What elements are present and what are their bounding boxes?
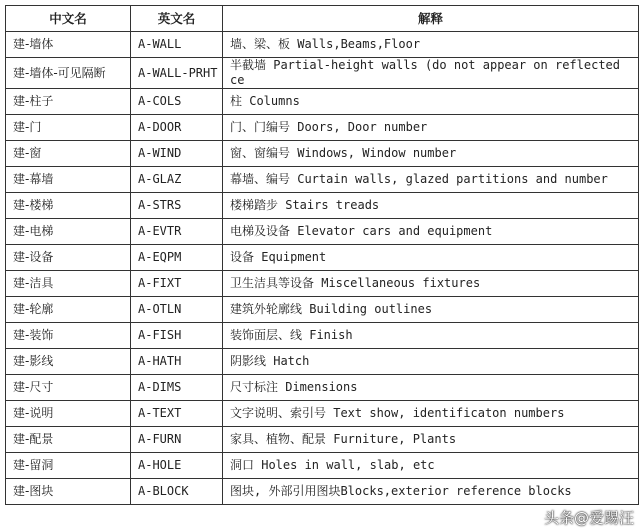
english-name-cell: A-DOOR	[131, 115, 223, 141]
english-name-cell: A-COLS	[131, 89, 223, 115]
table-row	[6, 219, 639, 245]
chinese-name-cell: 建-电梯	[6, 219, 131, 245]
english-name-cell: A-STRS	[131, 193, 223, 219]
chinese-name-cell: 建-说明	[6, 401, 131, 427]
english-name-cell: A-OTLN	[131, 297, 223, 323]
header-english-name: 英文名	[131, 6, 223, 32]
chinese-name-cell: 建-墙体-可见隔断	[6, 58, 131, 89]
header-row	[6, 6, 639, 32]
chinese-name-cell: 建-设备	[6, 245, 131, 271]
english-name-cell: A-GLAZ	[131, 167, 223, 193]
explanation-cell: 洞口 Holes in wall, slab, etc	[223, 453, 639, 479]
table-body	[6, 32, 639, 505]
table-row	[6, 271, 639, 297]
table-row	[6, 297, 639, 323]
table-row	[6, 89, 639, 115]
table-row	[6, 193, 639, 219]
english-name-cell: A-WIND	[131, 141, 223, 167]
english-name-cell: A-FIXT	[131, 271, 223, 297]
explanation-cell: 装饰面层、线 Finish	[223, 323, 639, 349]
explanation-cell: 文字说明、索引号 Text show, identificaton numbers	[223, 401, 639, 427]
explanation-cell: 半截墙 Partial-height walls (do not appear on reflected ce	[223, 58, 639, 89]
watermark: 头条@爱踢汪	[543, 509, 634, 527]
explanation-cell: 电梯及设备 Elevator cars and equipment	[223, 219, 639, 245]
header-explanation: 解释	[223, 6, 639, 32]
chinese-name-cell: 建-门	[6, 115, 131, 141]
explanation-cell: 尺寸标注 Dimensions	[223, 375, 639, 401]
explanation-cell: 柱 Columns	[223, 89, 639, 115]
chinese-name-cell: 建-装饰	[6, 323, 131, 349]
table-row	[6, 167, 639, 193]
chinese-name-cell: 建-洁具	[6, 271, 131, 297]
chinese-name-cell: 建-幕墙	[6, 167, 131, 193]
explanation-cell: 阴影线 Hatch	[223, 349, 639, 375]
explanation-cell: 卫生洁具等设备 Miscellaneous fixtures	[223, 271, 639, 297]
explanation-cell: 门、门编号 Doors, Door number	[223, 115, 639, 141]
english-name-cell: A-EQPM	[131, 245, 223, 271]
table-row	[6, 115, 639, 141]
explanation-cell: 幕墙、编号 Curtain walls, glazed partitions and number	[223, 167, 639, 193]
explanation-cell: 墙、梁、板 Walls,Beams,Floor	[223, 32, 639, 58]
chinese-name-cell: 建-墙体	[6, 32, 131, 58]
chinese-name-cell: 建-留洞	[6, 453, 131, 479]
english-name-cell: A-FURN	[131, 427, 223, 453]
table-row	[6, 427, 639, 453]
header-chinese-name: 中文名	[6, 6, 131, 32]
explanation-cell: 建筑外轮廓线 Building outlines	[223, 297, 639, 323]
explanation-cell: 家具、植物、配景 Furniture, Plants	[223, 427, 639, 453]
table-row	[6, 401, 639, 427]
english-name-cell: A-HOLE	[131, 453, 223, 479]
explanation-cell: 设备 Equipment	[223, 245, 639, 271]
english-name-cell: A-DIMS	[131, 375, 223, 401]
chinese-name-cell: 建-影线	[6, 349, 131, 375]
table-row	[6, 479, 639, 505]
chinese-name-cell: 建-楼梯	[6, 193, 131, 219]
explanation-cell: 窗、窗编号 Windows, Window number	[223, 141, 639, 167]
table-row	[6, 349, 639, 375]
explanation-cell: 图块, 外部引用图块Blocks,exterior reference blocks	[223, 479, 639, 505]
explanation-cell: 楼梯踏步 Stairs treads	[223, 193, 639, 219]
english-name-cell: A-TEXT	[131, 401, 223, 427]
table-row	[6, 245, 639, 271]
table-row	[6, 375, 639, 401]
chinese-name-cell: 建-尺寸	[6, 375, 131, 401]
english-name-cell: A-BLOCK	[131, 479, 223, 505]
table-row	[6, 58, 639, 89]
table-row	[6, 323, 639, 349]
chinese-name-cell: 建-配景	[6, 427, 131, 453]
chinese-name-cell: 建-图块	[6, 479, 131, 505]
table-row	[6, 32, 639, 58]
chinese-name-cell: 建-窗	[6, 141, 131, 167]
chinese-name-cell: 建-轮廓	[6, 297, 131, 323]
table-row	[6, 453, 639, 479]
english-name-cell: A-FISH	[131, 323, 223, 349]
english-name-cell: A-EVTR	[131, 219, 223, 245]
english-name-cell: A-HATH	[131, 349, 223, 375]
table-row	[6, 141, 639, 167]
layer-table	[5, 5, 639, 505]
chinese-name-cell: 建-柱子	[6, 89, 131, 115]
english-name-cell: A-WALL	[131, 32, 223, 58]
english-name-cell: A-WALL-PRHT	[131, 58, 223, 89]
